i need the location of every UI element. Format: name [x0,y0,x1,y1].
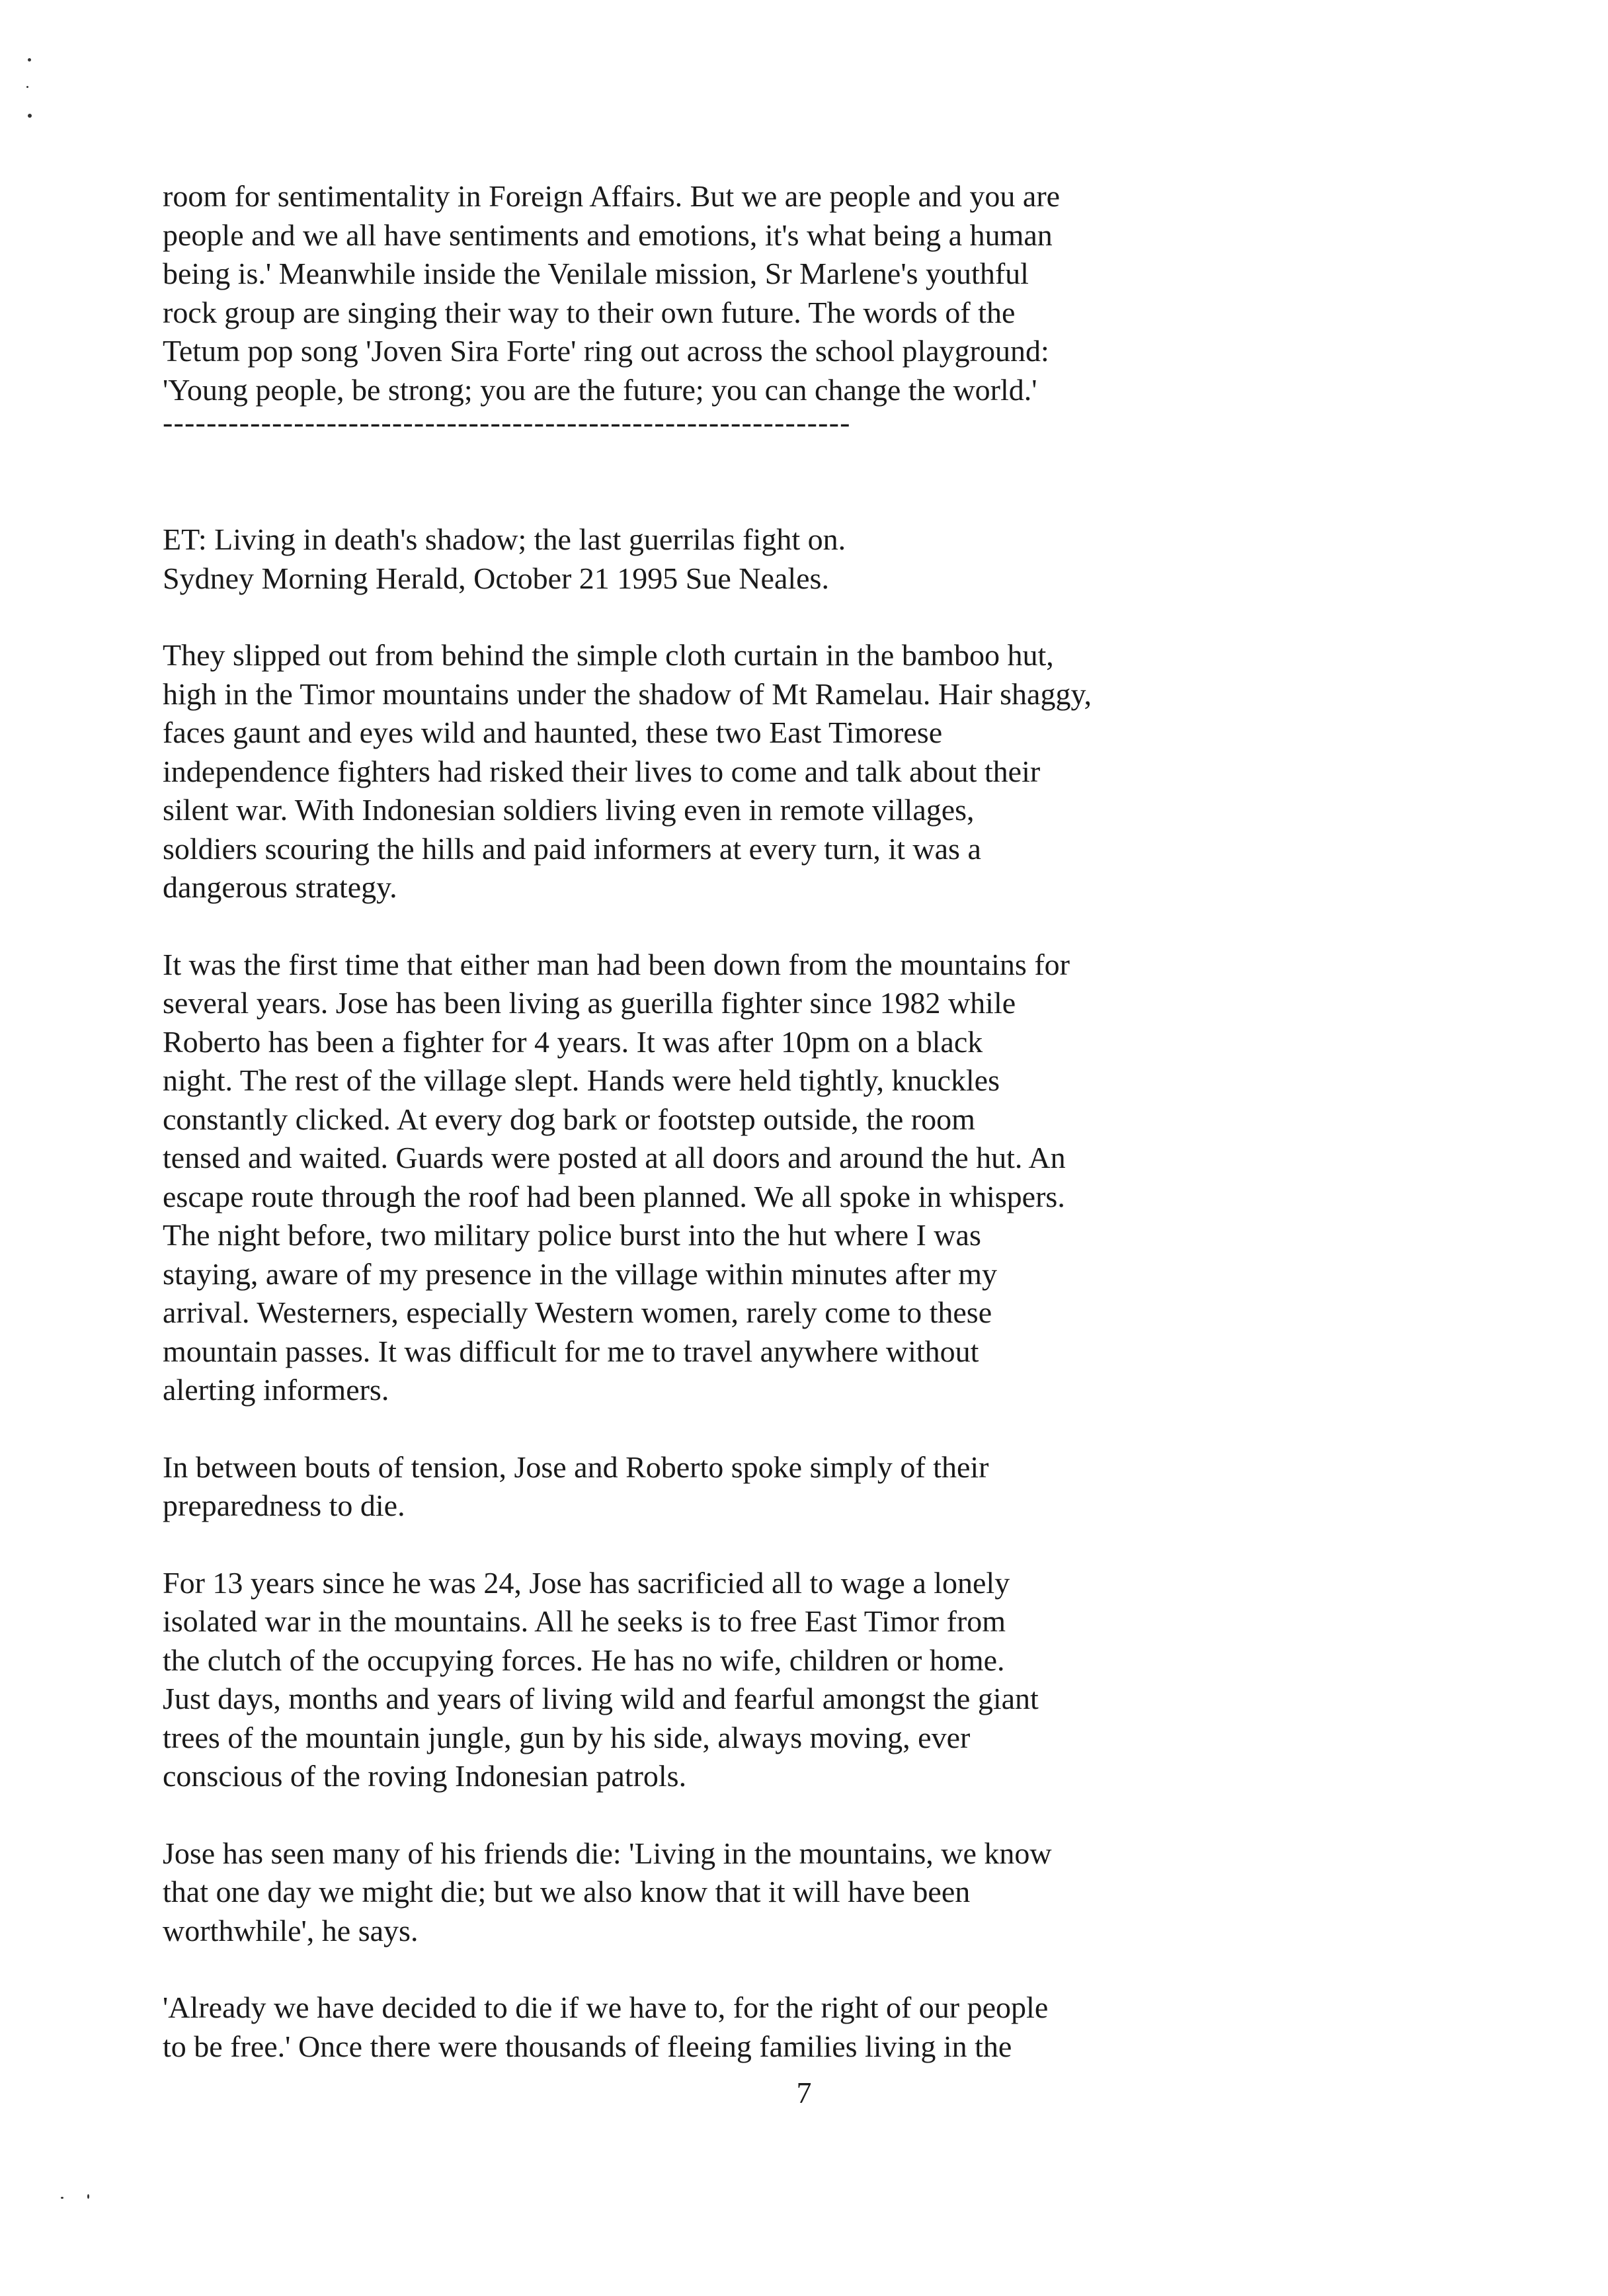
paragraph [163,1564,1452,1796]
text-line: dangerous strategy. [163,870,397,904]
scan-speck [26,86,28,88]
spacer [163,1950,1452,1988]
article-title: ET: Living in death's shadow; the last guerrilas fight on. [163,522,846,556]
paragraph [163,636,1452,907]
text-line: people and we all have sentiments and emotions, it's what being a human [163,218,1053,252]
text-line: soldiers scouring the hills and paid informers at every turn, it was a [163,831,981,866]
scan-speck [28,58,31,62]
text-line: conscious of the roving Indonesian patrols. [163,1759,687,1793]
text-line: escape route through the roof had been planned. We all spoke in whispers. [163,1179,1065,1213]
spacer [163,436,1452,520]
text-line: rock group are singing their way to their own future. The words of the [163,295,1016,329]
paragraph [163,1988,1452,2066]
text-line: that one day we might die; but we also know that it will have been [163,1875,971,1908]
scan-speck [87,2194,89,2199]
spacer [163,907,1452,946]
text-line: independence fighters had risked their lives to come and talk about their [163,754,1041,788]
document-body [163,177,1452,2066]
spacer [163,1410,1452,1448]
article-heading [163,520,1452,598]
scan-speck [28,114,32,118]
text-line: tensed and waited. Guards were posted at all doors and around the hut. An [163,1141,1066,1174]
text-line: staying, aware of my presence in the village within minutes after my [163,1256,998,1291]
text-line: They slipped out from behind the simple cloth curtain in the bamboo hut, [163,638,1054,672]
text-line: Tetum pop song 'Joven Sira Forte' ring out across the school playground: [163,334,1049,368]
spacer [163,598,1452,636]
text-line: worthwhile', he says. [163,1913,419,1948]
opening-paragraph [163,177,1452,409]
text-line: several years. Jose has been living as guerilla fighter since 1982 while [163,986,1016,1020]
text-line: In between bouts of tension, Jose and Roberto spoke simply of their [163,1450,989,1484]
text-line: For 13 years since he was 24, Jose has sacrificied all to wage a lonely [163,1565,1010,1600]
text-line: silent war. With Indonesian soldiers living even in remote villages, [163,793,975,827]
text-line: being is.' Meanwhile inside the Venilale mission, Sr Marlene's youthful [163,257,1029,290]
text-line: Roberto has been a fighter for 4 years. It was after 10pm on a black [163,1024,983,1059]
text-line: the clutch of the occupying forces. He has no wife, children or home. [163,1643,1005,1677]
spacer [163,1796,1452,1834]
text-line: constantly clicked. At every dog bark or footstep outside, the room [163,1102,975,1136]
text-line: faces gaunt and eyes wild and haunted, these two East Timorese [163,716,943,749]
text-line: 'Already we have decided to die if we have to, for the right of our people [163,1990,1049,2024]
text-line: The night before, two military police burst into the hut where I was [163,1218,981,1252]
page-number: 7 [796,2076,812,2110]
text-line: to be free.' Once there were thousands of fleeing families living in the [163,2029,1012,2063]
text-line: trees of the mountain jungle, gun by his side, always moving, ever [163,1720,971,1754]
paragraph [163,1448,1452,1526]
text-line: Jose has seen many of his friends die: 'Living in the mountains, we know [163,1836,1052,1870]
text-line: high in the Timor mountains under the shadow of Mt Ramelau. Hair shaggy, [163,676,1092,711]
paragraph [163,1834,1452,1951]
scan-speck [61,2197,63,2199]
text-line: isolated war in the mountains. All he seeks is to free East Timor from [163,1604,1006,1638]
spacer [163,1526,1452,1564]
text-line: mountain passes. It was difficult for me to travel anywhere without [163,1334,979,1368]
text-line: alerting informers. [163,1373,389,1407]
paragraph [163,946,1452,1410]
dashed-divider: --------------------------------------------------------------- [163,405,851,439]
article-source: Sydney Morning Herald, October 21 1995 Sue Neales. [163,561,829,595]
text-line: Just days, months and years of living wild and fearful amongst the giant [163,1682,1039,1715]
text-line: 'Young people, be strong; you are the future; you can change the world.' [163,372,1037,407]
text-line: It was the first time that either man had been down from the mountains for [163,947,1070,981]
text-line: arrival. Westerners, especially Western women, rarely come to these [163,1295,992,1329]
text-line: preparedness to die. [163,1489,405,1522]
text-line: room for sentimentality in Foreign Affairs. But we are people and you are [163,179,1061,213]
text-line: night. The rest of the village slept. Hands were held tightly, knuckles [163,1063,1000,1097]
